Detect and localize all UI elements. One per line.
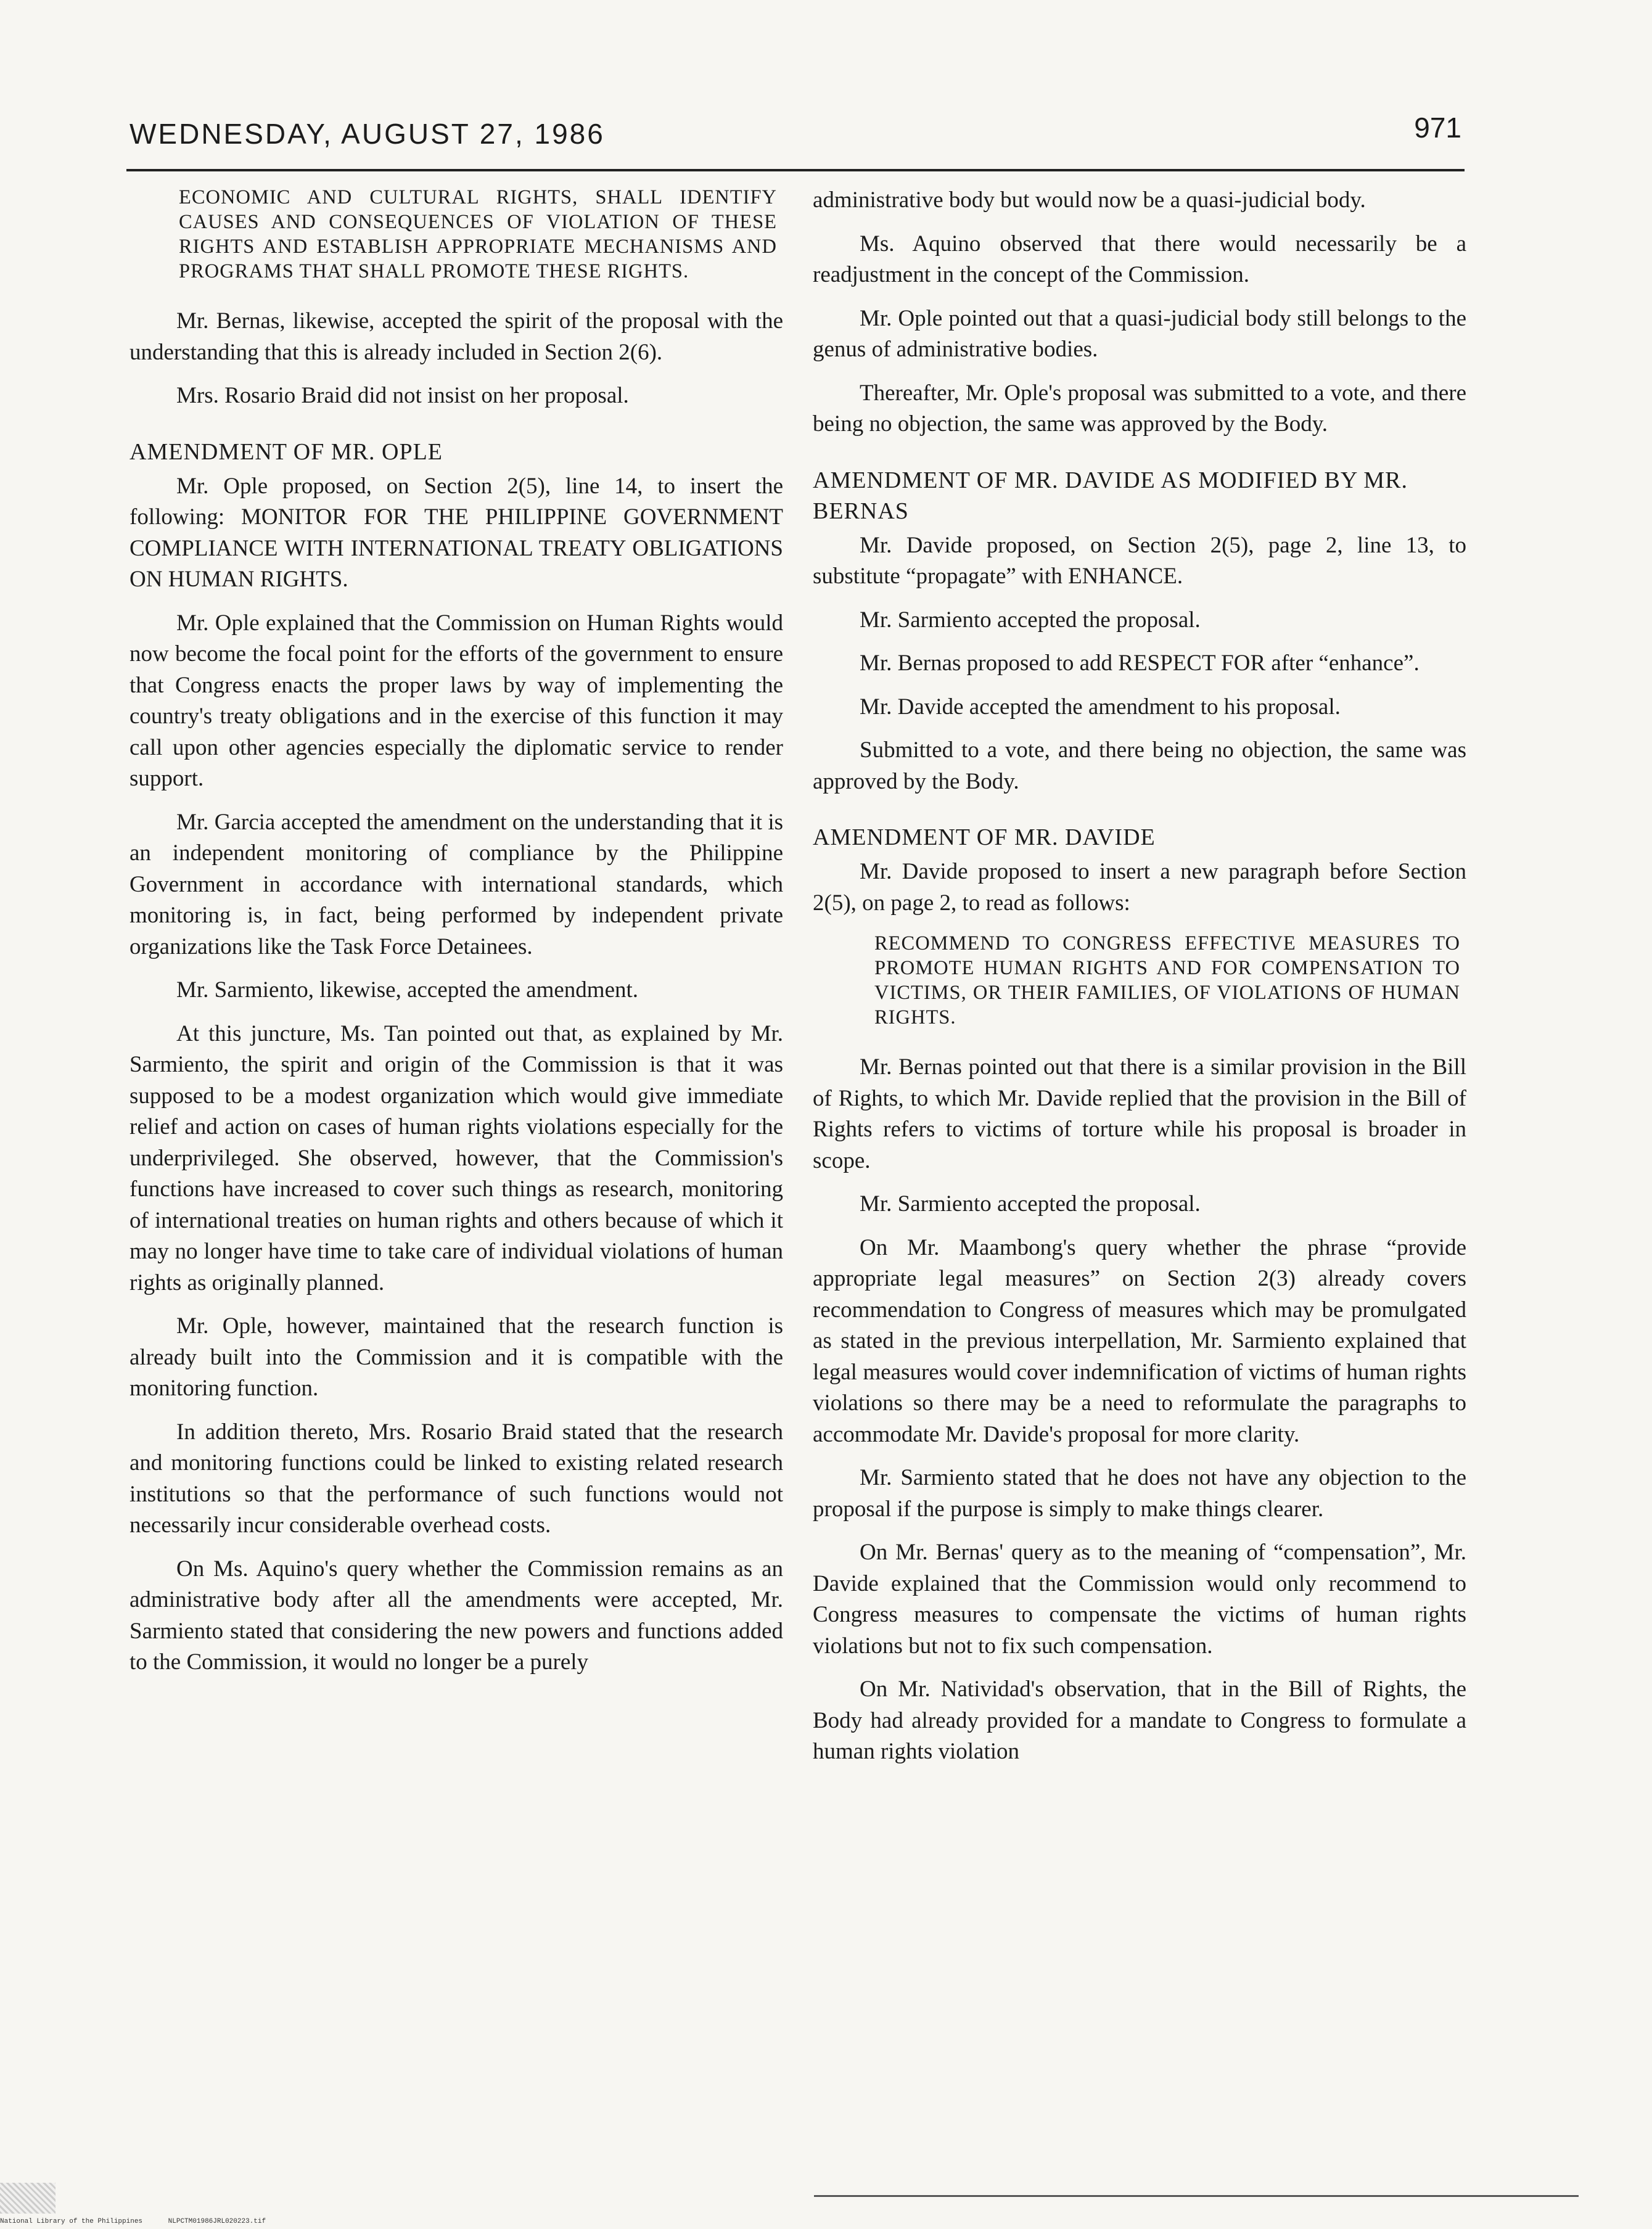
paragraph: Mr. Davide accepted the amendment to his proposal. bbox=[860, 694, 1341, 720]
paragraph: Mr. Sarmiento accepted the proposal. bbox=[860, 1191, 1201, 1217]
paragraph: Submitted to a vote, and there being no objection, the same was approved by the Body. bbox=[813, 737, 1466, 794]
paragraph: Thereafter, Mr. Ople's proposal was submitted to a vote, and there being no objection, the same was approved by the Body. bbox=[813, 380, 1466, 437]
footer-file: NLPCTM01986JRL020223.tif bbox=[168, 2218, 266, 2225]
paragraph: On Mr. Bernas' query as to the meaning of “compensation”, Mr. Davide explained that the Commission would only recommend to Congress measures to compensate the victims of human rights violations but not to fix such compensation. bbox=[813, 1540, 1466, 1659]
library-stamp bbox=[0, 2183, 55, 2214]
footer-rule bbox=[814, 2195, 1579, 2197]
paragraph: On Mr. Natividad's observation, that in the Bill of Rights, the Body had already provided for a mandate to Congress to formulate a human rights violation bbox=[813, 1677, 1466, 1764]
left-column bbox=[129, 185, 783, 1691]
paragraph: administrative body but would now be a quasi-judicial body. bbox=[813, 187, 1366, 213]
section-heading: AMENDMENT OF MR. DAVIDE bbox=[813, 824, 1156, 850]
quoted-provision: RECOMMEND TO CONGRESS EFFECTIVE MEASURES TO PROMOTE HUMAN RIGHTS AND FOR COMPENSATION TO VICTIMS, OR THEIR FAMILIES, OF VIOLATIONS OF HUMAN RIGHTS. bbox=[874, 932, 1460, 1028]
paragraph: Mr. Bernas proposed to add RESPECT FOR after “enhance”. bbox=[860, 651, 1420, 676]
paragraph: Mr. Ople explained that the Commission on Human Rights would now become the focal point for the efforts of the government to ensure that Congress enacts the proper laws by way of implementing the country's treaty obligations and in the exercise of this function it may call upon other agencies especially the diplomatic service to render support. bbox=[129, 610, 783, 791]
paragraph: Mr. Sarmiento accepted the proposal. bbox=[860, 607, 1201, 633]
paragraph: On Mr. Maambong's query whether the phrase “provide appropriate legal measures” on Section 2(3) already covers recommendation to Congress of measures which may be promulgated as stated in the previous interpellation, Mr. Sarmiento explained that legal measures would cover indemnification of victims of human rights violations so there may be a need to reformulate the paragraphs to accommodate Mr. Davide's proposal for more clarity. bbox=[813, 1234, 1466, 1447]
footer-library: National Library of the Philippines bbox=[0, 2218, 143, 2225]
page-number: 971 bbox=[1414, 112, 1461, 144]
paragraph: Ms. Aquino observed that there would necessarily be a readjustment in the concept of the Commission. bbox=[813, 231, 1466, 287]
paragraph: Mr. Garcia accepted the amendment on the understanding that it is an independent monitoring of compliance by the Philippine Government in accordance with international standards, which monitoring is, in fact, being performed by independent private organizations like the Task Force Detainees. bbox=[129, 809, 783, 959]
paragraph: In addition thereto, Mrs. Rosario Braid stated that the research and monitoring functions could be linked to existing related research institutions so that the performance of such functions would not necessarily incur considerable overhead costs. bbox=[129, 1419, 783, 1538]
paragraph: Mrs. Rosario Braid did not insist on her proposal. bbox=[176, 383, 629, 408]
section-heading: AMENDMENT OF MR. DAVIDE AS MODIFIED BY MR. BERNAS bbox=[813, 467, 1408, 524]
scan-footer bbox=[0, 2218, 287, 2225]
paragraph: Mr. Ople proposed, on Section 2(5), line 14, to insert the following: MONITOR FOR THE PHILIPPINE GOVERNMENT COMPLIANCE WITH INTERNATIONAL TREATY OBLIGATIONS ON HUMAN RIGHTS. bbox=[129, 473, 783, 592]
paragraph: At this juncture, Ms. Tan pointed out that, as explained by Mr. Sarmiento, the spirit and origin of the Commission is that it was supposed to be a modest organization which would give immediate relief and action on cases of human rights violations especially for the underprivileged. She observed, however, that the Commission's functions have increased to cover such things as research, monitoring of international treaties on human rights and others because of which it may no longer have time to take care of individual violations of human rights as originally planned. bbox=[129, 1020, 783, 1295]
paragraph: Mr. Sarmiento stated that he does not have any objection to the proposal if the purpose is simply to make things clearer. bbox=[813, 1465, 1466, 1522]
paragraph: Mr. Bernas, likewise, accepted the spirit of the proposal with the understanding that this is already included in Section 2(6). bbox=[129, 308, 783, 365]
page-header bbox=[129, 112, 1468, 166]
quoted-provision: ECONOMIC AND CULTURAL RIGHTS, SHALL IDENTIFY CAUSES AND CONSEQUENCES OF VIOLATION OF THESE RIGHTS AND ESTABLISH APPROPRIATE MECHANISMS AND PROGRAMS THAT SHALL PROMOTE THESE RIGHTS. bbox=[179, 186, 777, 282]
header-rule bbox=[126, 169, 1465, 171]
paragraph: Mr. Sarmiento, likewise, accepted the amendment. bbox=[176, 977, 639, 1003]
right-column bbox=[813, 185, 1466, 1780]
section-heading: AMENDMENT OF MR. OPLE bbox=[129, 438, 443, 465]
paragraph: Mr. Bernas pointed out that there is a similar provision in the Bill of Rights, to which Mr. Davide replied that the provision in the Bill of Rights refers to victims of torture while his proposal is broader in scope. bbox=[813, 1054, 1466, 1173]
paragraph: Mr. Davide proposed to insert a new paragraph before Section 2(5), on page 2, to read as follows: bbox=[813, 859, 1466, 916]
paragraph: Mr. Ople, however, maintained that the research function is already built into the Commission and it is compatible with the monitoring function. bbox=[129, 1313, 783, 1401]
paragraph: On Ms. Aquino's query whether the Commission remains as an administrative body after all the amendments were accepted, Mr. Sarmiento stated that considering the new powers and functions added to the Commission, it would no longer be a purely bbox=[129, 1556, 783, 1675]
paragraph: Mr. Davide proposed, on Section 2(5), page 2, line 13, to substitute “propagate” with ENHANCE. bbox=[813, 532, 1466, 589]
paragraph: Mr. Ople pointed out that a quasi-judicial body still belongs to the genus of administrative bodies. bbox=[813, 305, 1466, 362]
page-date: WEDNESDAY, AUGUST 27, 1986 bbox=[129, 118, 605, 150]
